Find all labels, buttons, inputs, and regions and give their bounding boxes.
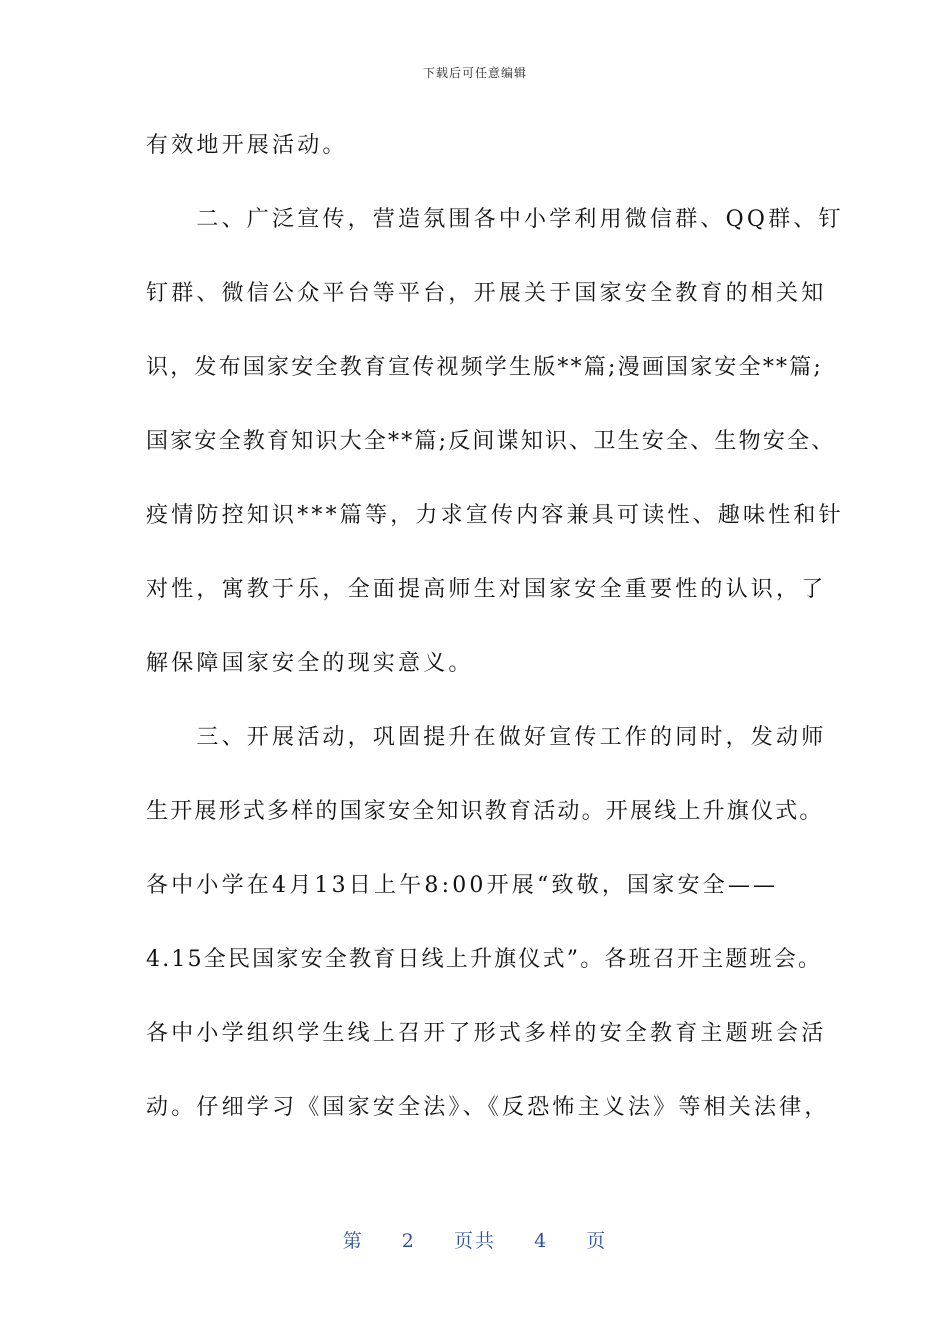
text-line: 国家安全教育知识大全**篇;反间谍知识、卫生安全、生物安全、 — [146, 429, 836, 454]
text-line: 有效地开展活动。 — [146, 133, 348, 158]
footer-suffix: 页 — [586, 1230, 608, 1252]
footer-total-pages: 4 — [534, 1230, 549, 1252]
text-line: 识，发布国家安全教育宣传视频学生版**篇;漫画国家安全**篇; — [146, 355, 824, 380]
page-header: 下载后可任意编辑 — [422, 66, 527, 80]
footer-page-number: 2 — [401, 1230, 416, 1252]
text-line: 4.15全民国家安全教育日线上升旗仪式”。各班召开主题班会。 — [146, 947, 823, 972]
text-line: 各中小学在4月13日上午8:00开展“致敬，国家安全—— — [146, 873, 779, 898]
text-line: 各中小学组织学生线上召开了形式多样的安全教育主题班会活 — [146, 1021, 827, 1046]
text-line: 解保障国家安全的现实意义。 — [146, 651, 474, 676]
text-line: 对性，寓教于乐，全面提高师生对国家安全重要性的认识，了 — [146, 577, 827, 602]
footer-prefix: 第 — [342, 1230, 364, 1252]
text-line: 三、开展活动，巩固提升在做好宣传工作的同时，发动师 — [146, 725, 827, 750]
text-line: 二、广泛宣传，营造氛围各中小学利用微信群、QQ群、钉 — [146, 207, 844, 232]
text-line: 疫情防控知识***篇等，力求宣传内容兼具可读性、趣味性和针 — [146, 503, 844, 528]
body-text — [146, 126, 844, 1162]
page-footer — [0, 1226, 950, 1253]
text-line: 动。仔细学习《国家安全法》、《反恐怖主义法》等相关法律， — [146, 1095, 830, 1120]
text-line: 钉群、微信公众平台等平台，开展关于国家安全教育的相关知 — [146, 281, 827, 306]
footer-middle: 页共 — [453, 1230, 496, 1252]
text-line: 生开展形式多样的国家安全知识教育活动。开展线上升旗仪式。 — [146, 799, 824, 824]
